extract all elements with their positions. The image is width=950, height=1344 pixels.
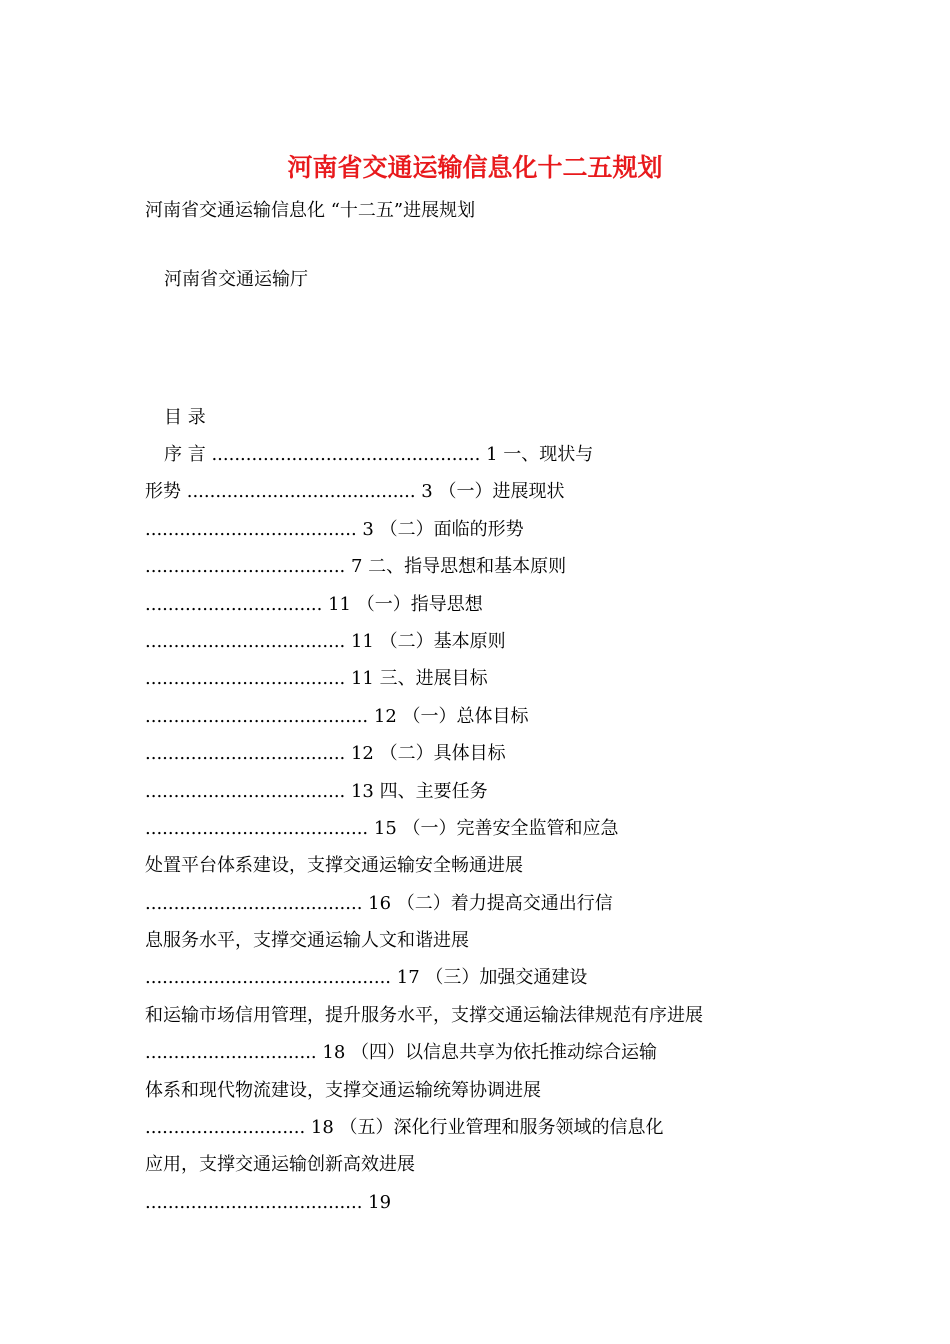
toc-line: ........................................... 17 （三）加强交通建设 (145, 967, 588, 989)
toc-line: ....................................... 12 （一）总体目标 (145, 705, 529, 727)
toc-line: ................................... 11 三、进展目标 (145, 668, 488, 690)
toc-line: 序 言 ............................................... 1 一、现状与 (164, 444, 594, 465)
toc-line: ................................... 12 （二）具体目标 (145, 743, 506, 765)
toc-line: ............................ 18 （五）深化行业管理和服务领域的信息化 (145, 1117, 664, 1139)
toc-line: ................................... 13 四、主要任务 (145, 780, 488, 802)
toc-line: ....................................... 15 （一）完善安全监管和应急 (145, 817, 619, 839)
toc-line: 形势 ........................................ 3 （一）进展现状 (145, 481, 565, 503)
organization-name: 河南省交通运输厅 (164, 269, 308, 290)
toc-line: ...................................... 19 (145, 1191, 392, 1213)
toc-line: 体系和现代物流建设，支撑交通运输统筹协调进展 (145, 1079, 541, 1101)
toc-line: ..................................... 3 （二）面临的形势 (145, 518, 524, 540)
document-title: 河南省交通运输信息化十二五规划 (287, 153, 663, 182)
toc-line: 处置平台体系建设，支撑交通运输安全畅通进展 (145, 855, 523, 877)
toc-heading: 目 录 (164, 407, 206, 428)
toc-line: ................................... 7 二、指导思想和基本原则 (145, 556, 567, 578)
toc-line: 息服务水平，支撑交通运输人文和谐进展 (145, 930, 469, 952)
toc-line: ................................... 11 （二）基本原则 (145, 630, 506, 652)
table-of-contents (145, 436, 815, 1221)
toc-line: 应用，支撑交通运输创新高效进展 (145, 1154, 415, 1176)
toc-line: ...................................... 16 （二）着力提高交通出行信 (145, 892, 613, 914)
toc-line: .............................. 18 （四）以信息共享为依托推动综合运输 (145, 1042, 657, 1064)
document-subtitle: 河南省交通运输信息化 “十二五”进展规划 (145, 200, 476, 221)
toc-line: ............................... 11 （一）指导思想 (145, 593, 483, 615)
toc-line: 和运输市场信用管理，提升服务水平，支撑交通运输法律规范有序进展 (145, 1004, 703, 1026)
